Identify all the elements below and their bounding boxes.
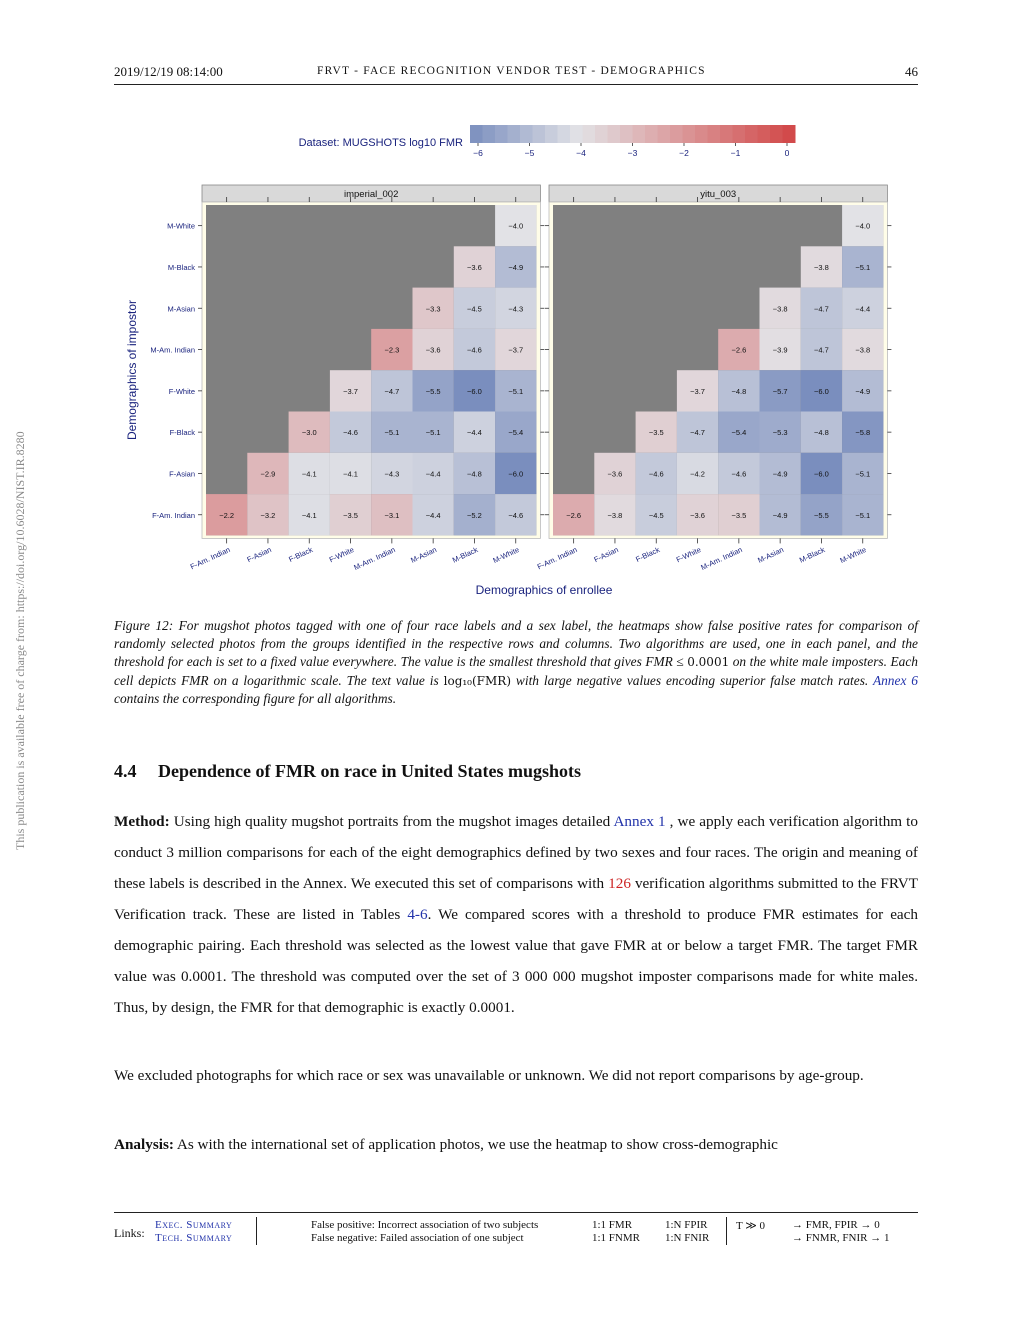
colorbar-segment [508, 125, 521, 143]
header-date: 2019/12/19 08:14:00 [114, 64, 223, 79]
cell-value: −5.7 [772, 386, 788, 396]
colorbar-segment [745, 125, 758, 143]
colorbar-label: Dataset: MUGSHOTS log10 FMR [298, 137, 463, 149]
x-axis-label: Demographics of enrollee [475, 583, 613, 597]
y-tick-label: M-White [167, 221, 195, 231]
section-title: Dependence of FMR on race in United States mugshots [158, 761, 581, 781]
colorbar-segment [608, 125, 621, 143]
section-heading [114, 761, 581, 782]
cell-value: −5.5 [814, 510, 829, 520]
cell-value: −3.6 [467, 262, 482, 272]
colorbar-segment [570, 125, 583, 143]
y-tick-label: M-Am. Indian [150, 345, 195, 355]
header-title: FRVT - FACE RECOGNITION VENDOR TEST - DEMOGRAPHICS [317, 65, 706, 77]
colorbar-tick-label: −4 [576, 148, 586, 158]
tables-link[interactable]: 4-6 [407, 906, 428, 923]
cell-value: −4.1 [301, 510, 317, 520]
x-tick-label: M-Asian [756, 545, 785, 565]
cell-value: −5.1 [855, 510, 871, 520]
false-positive-definition: False positive: Incorrect association of two subjects [311, 1219, 539, 1231]
caption-text-3: with large negative values encoding superior false match rates. [511, 672, 873, 688]
x-tick-label: M-White [491, 545, 521, 566]
fpir-term: 1:N FPIR [665, 1219, 708, 1231]
cell-value: −5.2 [467, 510, 482, 520]
x-tick-label: M-White [838, 545, 868, 566]
cell-value: −2.2 [219, 510, 235, 520]
cell-value: −3.8 [772, 304, 788, 314]
analysis-label: Analysis: [114, 1136, 174, 1153]
colorbar-segment [708, 125, 721, 143]
colorbar-segment [633, 125, 646, 143]
cell-value: −4.1 [301, 469, 317, 479]
cell-value: −5.1 [384, 428, 400, 438]
cell-value: −5.8 [855, 428, 871, 438]
colorbar-segment [520, 125, 533, 143]
false-negative-limit: → FNMR, FNIR → 1 [792, 1232, 890, 1244]
cell-value: −3.5 [648, 428, 664, 438]
cell-value: −4.6 [508, 510, 524, 520]
colorbar-segment [758, 125, 771, 143]
false-negative-definition: False negative: Failed association of one subject [311, 1232, 524, 1244]
cell-value: −3.1 [384, 510, 400, 520]
false-positive-limit: → FMR, FPIR → 0 [792, 1219, 880, 1231]
cell-value: −3.3 [425, 304, 441, 314]
annex-1-link[interactable]: Annex 1 [613, 813, 666, 830]
cell-value: −6.0 [508, 469, 524, 479]
colorbar-segment [558, 125, 571, 143]
colorbar-segment [658, 125, 671, 143]
cell-value: −4.4 [425, 510, 441, 520]
caption-annex-link[interactable]: Annex 6 [872, 672, 919, 688]
cell-value: −4.9 [772, 510, 788, 520]
heatmap-panels [150, 185, 891, 572]
x-tick-label: F-White [327, 545, 356, 565]
cell-value: −3.7 [690, 386, 705, 396]
colorbar-segment [683, 125, 696, 143]
colorbar-segment [620, 125, 633, 143]
caption-text-4: contains the corresponding figure for all algorithms. [114, 690, 397, 706]
tech-summary-link[interactable]: Tech. Summary [155, 1232, 233, 1244]
method-text-3: verification algorithms submitted to the FRVT Verification track. These are listed in Tables [114, 875, 918, 923]
cell-value: −2.9 [260, 469, 276, 479]
panel-title: yitu_003 [700, 189, 737, 200]
x-tick-label: M-Black [450, 545, 480, 565]
colorbar-segment [483, 125, 496, 143]
y-tick-label: M-Black [167, 262, 195, 272]
y-tick-label: F-Am. Indian [152, 510, 195, 520]
cell-value: −4.7 [814, 345, 829, 355]
cell-value: −3.2 [260, 510, 276, 520]
colorbar-tick-label: −2 [679, 148, 689, 158]
figure-caption [114, 617, 918, 708]
caption-text-1: For mugshot photos tagged with one of four race labels and a sex label, the heatmaps show false positive rates for comparison of randomly selected photos from the groups identified in the respective rows and columns. Two algorithms are used, one in each panel, and the threshold for each is set to a fixed value everywhere. The value is the smallest threshold that gives FMR ≤ [114, 618, 918, 670]
colorbar-segment [770, 125, 783, 143]
footer [114, 1212, 918, 1253]
colorbar-tick-label: −3 [627, 148, 638, 158]
colorbar-segment [470, 125, 483, 143]
cell-value: −2.6 [731, 345, 747, 355]
cell-value: −3.8 [814, 262, 829, 272]
cell-value: −4.7 [384, 386, 400, 396]
colorbar-tick-label: 0 [784, 148, 790, 158]
exclusion-paragraph: We excluded photographs for which race or sex was unavailable or unknown. We did not report comparisons by age-group. [114, 1067, 864, 1084]
cell-value: −4.0 [855, 221, 871, 231]
cell-value: −4.2 [690, 469, 705, 479]
colorbar [299, 125, 796, 158]
page-number: 46 [905, 64, 918, 79]
method-paragraph [114, 806, 918, 1023]
footer-divider-2 [726, 1217, 727, 1245]
analysis-text: As with the international set of application photos, we use the heatmap to show cross-demographic [173, 1136, 778, 1153]
heatmap-panel-imperial_002 [150, 185, 544, 572]
footer-divider [256, 1217, 257, 1245]
cell-value: −4.9 [772, 469, 788, 479]
fnir-term: 1:N FNIR [665, 1232, 710, 1244]
cell-value: −6.0 [467, 386, 482, 396]
x-tick-label: F-Asian [592, 545, 620, 565]
colorbar-tick-label: −1 [730, 148, 741, 158]
cell-value: −4.4 [467, 428, 482, 438]
cell-value: −5.1 [425, 428, 441, 438]
caption-math-threshold: 0.0001 [687, 655, 730, 670]
cell-value: −4.7 [690, 428, 705, 438]
colorbar-tick-label: −5 [524, 148, 535, 158]
method-text-1: Using high quality mugshot portraits from the mugshot images detailed [169, 813, 614, 830]
cell-value: −3.7 [508, 345, 524, 355]
colorbar-segment [733, 125, 746, 143]
cell-value: −4.4 [425, 469, 441, 479]
cell-value: −3.8 [607, 510, 623, 520]
side-availability-note: This publication is available free of charge from: https://doi.org/10.6028/NIST.IR.8280 [13, 431, 27, 850]
exec-summary-link[interactable]: Exec. Summary [155, 1219, 233, 1231]
cell-value: −4.8 [814, 428, 829, 438]
colorbar-segment [595, 125, 608, 143]
cell-value: −4.1 [343, 469, 358, 479]
threshold-term: T ≫ 0 [736, 1220, 766, 1232]
panel-title: imperial_002 [343, 189, 399, 200]
cell-value: −5.1 [508, 386, 524, 396]
x-tick-label: M-Asian [409, 545, 438, 565]
colorbar-segment [545, 125, 558, 143]
y-tick-label: M-Asian [167, 304, 195, 314]
cell-value: −6.0 [814, 386, 829, 396]
colorbar-segment [533, 125, 546, 143]
cell-value: −5.4 [731, 428, 747, 438]
cell-value: −2.6 [566, 510, 582, 520]
cell-value: −3.5 [343, 510, 358, 520]
cell-value: −5.1 [855, 262, 871, 272]
heatmap-panel-yitu_003 [536, 185, 892, 572]
cell-value: −4.8 [467, 469, 482, 479]
y-tick-label: F-Black [169, 428, 195, 438]
colorbar-segment [695, 125, 708, 143]
x-tick-label: M-Am. Indian [352, 545, 397, 573]
x-tick-label: F-Am. Indian [535, 545, 579, 572]
cell-value: −5.4 [508, 428, 524, 438]
y-tick-label: F-White [168, 386, 195, 396]
cell-value: −4.6 [467, 345, 482, 355]
cell-value: −4.5 [648, 510, 664, 520]
caption-label: Figure 12: [114, 618, 174, 633]
colorbar-segment [783, 125, 796, 143]
cell-value: −5.5 [425, 386, 441, 396]
cell-value: −4.9 [508, 262, 524, 272]
caption-math-log: log₁₀(FMR) [443, 673, 512, 688]
cell-value: −3.6 [690, 510, 705, 520]
running-header [114, 64, 918, 85]
cell-value: −4.6 [648, 469, 664, 479]
colorbar-segment [720, 125, 733, 143]
cell-value: −6.0 [814, 469, 829, 479]
colorbar-segment [583, 125, 596, 143]
colorbar-tick-label: −6 [473, 148, 483, 158]
x-tick-label: F-Asian [245, 545, 273, 565]
caption-text-2: on the white male imposters. Each cell depicts FMR on a logarithmic scale. The text value is [114, 654, 918, 688]
x-tick-label: F-Black [634, 545, 662, 564]
cell-value: −4.3 [384, 469, 400, 479]
method-text-4: . We compared scores with a threshold to produce FMR estimates for each demographic pairing. Each threshold was selected as the lowest value that gave FMR at or below a target FMR. The target FMR value was 0.0001. The threshold was computed over the set of 3 000 000 mugshot imposter comparisons made for white males. Thus, by design, the FMR for that demographic is exactly 0.0001. [114, 906, 919, 1016]
fnmr-term: 1:1 FNMR [592, 1232, 640, 1244]
section-number: 4.4 [114, 761, 137, 781]
x-tick-label: M-Black [797, 545, 827, 565]
x-tick-label: F-White [674, 545, 703, 565]
fmr-term: 1:1 FMR [592, 1219, 633, 1231]
cell-value: −3.8 [855, 345, 871, 355]
cell-value: −3.9 [772, 345, 788, 355]
cell-value: −3.6 [425, 345, 441, 355]
cell-value: −3.5 [731, 510, 747, 520]
cell-value: −4.8 [731, 386, 747, 396]
cell-value: −4.6 [731, 469, 747, 479]
colorbar-segment [645, 125, 658, 143]
method-label: Method: [114, 813, 170, 830]
cell-value: −4.4 [855, 304, 871, 314]
footer-links-label: Links: [114, 1226, 145, 1240]
cell-value: −2.3 [384, 345, 400, 355]
cell-value: −4.3 [508, 304, 524, 314]
colorbar-segment [495, 125, 508, 143]
cell-value: −4.0 [508, 221, 524, 231]
cell-value: −4.9 [855, 386, 871, 396]
cell-value: −5.3 [772, 428, 788, 438]
method-text-2: , we apply each verification algorithm to conduct 3 million comparisons for each of the eight demographics defined by two sexes and four races. The origin and meaning of these labels is described in the Annex. We executed this set of comparisons with [114, 813, 918, 892]
cell-value: −3.0 [301, 428, 317, 438]
cell-value: −4.6 [343, 428, 358, 438]
x-tick-label: F-Black [287, 545, 315, 564]
colorbar-segment [670, 125, 683, 143]
cell-value: −4.7 [814, 304, 829, 314]
cell-value: −5.1 [855, 469, 871, 479]
x-tick-label: M-Am. Indian [699, 545, 744, 573]
cell-value: −3.6 [607, 469, 623, 479]
cell-value: −4.5 [467, 304, 482, 314]
y-axis-label: Demographics of impostor [125, 299, 139, 441]
y-tick-label: F-Asian [169, 469, 195, 479]
cell-value: −3.7 [343, 386, 358, 396]
algorithm-count-link[interactable]: 126 [608, 875, 631, 892]
x-tick-label: F-Am. Indian [188, 545, 232, 572]
heatmap-figure [110, 118, 900, 608]
analysis-paragraph [114, 1129, 918, 1160]
